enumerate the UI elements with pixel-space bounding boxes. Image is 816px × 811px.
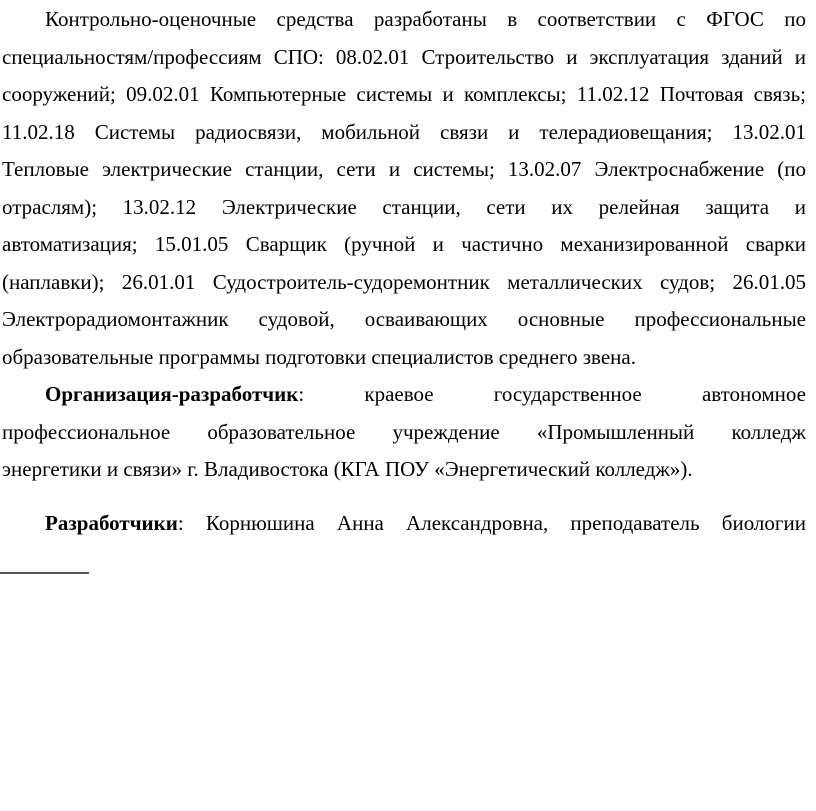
text-line: Тепловые электрические станции, сети и системы; 13.02.07 Электроснабжение (по <box>2 157 806 181</box>
paragraph-organization <box>2 376 806 489</box>
developers-label: Разработчики <box>45 510 178 535</box>
text-line: образовательные программы подготовки специалистов среднего звена. <box>2 344 636 369</box>
organization-developer-label: Организация-разработчик <box>45 382 299 406</box>
text-line: 11.02.18 Системы радиосвязи, мобильной связи и телерадиовещания; 13.02.01 <box>2 119 806 144</box>
text-line: профессиональное образовательное учреждение «Промышленный колледж <box>2 419 806 444</box>
text-line: (наплавки); 26.01.01 Судостроитель-судоремонтник металлических судов; 26.01.05 <box>2 269 806 294</box>
text-line <box>2 505 806 543</box>
paragraph-fgos <box>2 1 806 376</box>
text-line: энергетики и связи» г. Владивостока (КГА ПОУ «Энергетический колледж»). <box>2 457 693 481</box>
text-line: специальностям/профессиям СПО: 08.02.01 Строительство и эксплуатация зданий и <box>2 44 806 69</box>
text-line: Электрорадиомонтажник судовой, осваивающих основные профессиональные <box>2 307 806 331</box>
text-line: автоматизация; 15.01.05 Сварщик (ручной и частично механизированной сварки <box>2 232 806 256</box>
text-line: Контрольно-оценочные средства разработаны в соответствии с ФГОС по <box>45 7 806 31</box>
text-line: сооружений; 09.02.01 Компьютерные системы и комплексы; 11.02.12 Почтовая связь; <box>2 82 806 106</box>
paragraph-developers <box>2 505 806 543</box>
organization-developer-text: : краевое государственное автономное <box>298 382 806 406</box>
signature-line <box>0 572 89 574</box>
developers-text: : Корнюшина Анна Александровна, преподаватель биологии <box>177 510 806 535</box>
text-line: отраслям); 13.02.12 Электрические станции, сети их релейная защита и <box>2 194 806 219</box>
text-line <box>2 376 806 414</box>
